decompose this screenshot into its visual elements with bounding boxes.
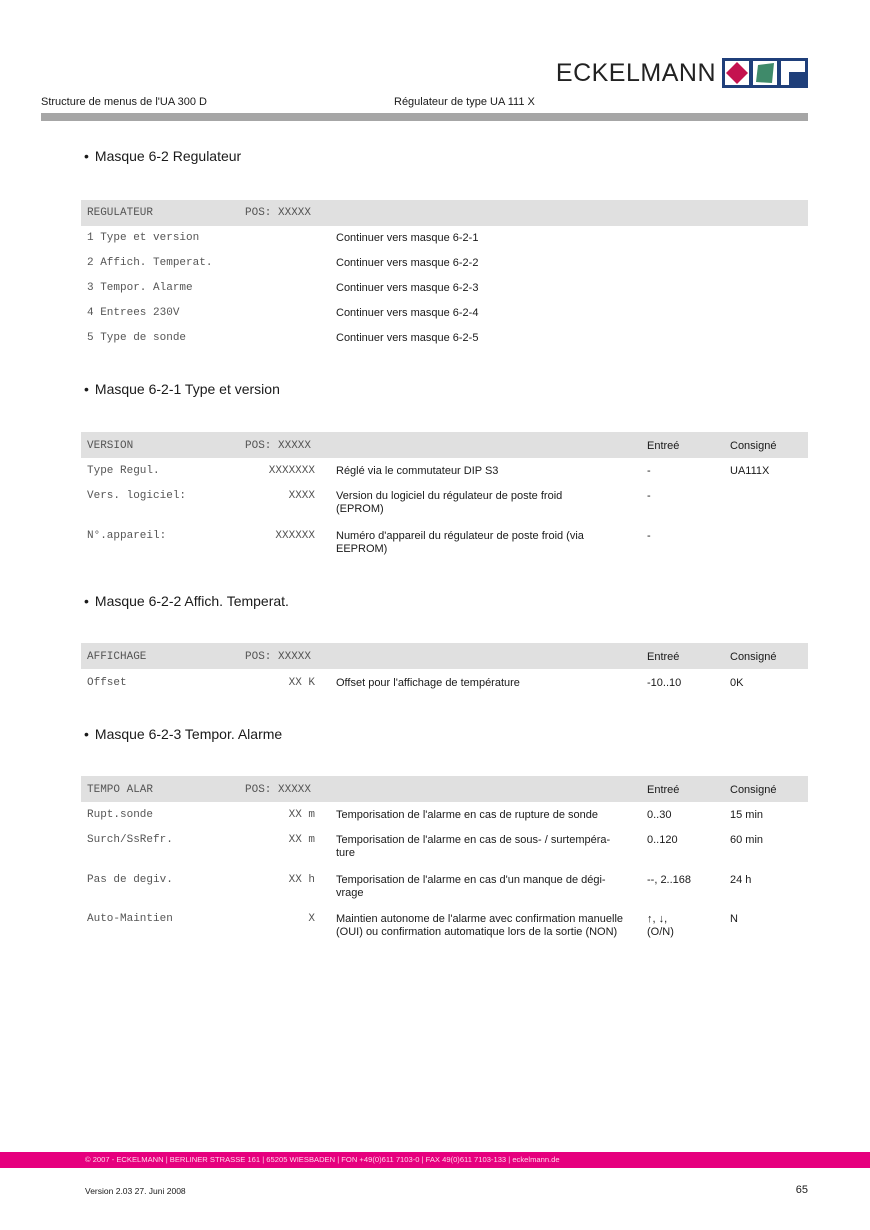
mask-pos: POS: XXXXX [245, 651, 312, 663]
menu-desc: Continuer vers masque 6-2-3 [336, 282, 479, 294]
param-label: Pas de degiv. [87, 874, 173, 886]
menu-item: 2 Affich. Temperat. [87, 257, 213, 269]
param-label: Rupt.sonde [87, 809, 154, 821]
logo-text: ECKELMANN [555, 58, 716, 87]
param-desc: Temporisation de l'alarme en cas d'un manque de dégi- vrage [336, 874, 606, 899]
section-title: • Masque 6-2-1 Type et version [84, 381, 280, 397]
param-entree: --, 2..168 [647, 874, 692, 886]
menu-item: 3 Tempor. Alarme [87, 282, 193, 294]
col-consigne: Consigné [730, 440, 777, 452]
param-entree: - [647, 490, 651, 502]
mask-header-bar [81, 200, 808, 226]
param-desc: Temporisation de l'alarme en cas de sous- / surtempéra- ture [336, 834, 611, 859]
param-label: N°.appareil: [87, 530, 167, 542]
param-entree: - [647, 530, 651, 542]
menu-desc: Continuer vers masque 6-2-5 [336, 332, 479, 344]
header-left: Structure de menus de l'UA 300 D [41, 96, 207, 108]
param-entree: 0..120 [647, 834, 678, 846]
param-value: XX h [288, 874, 315, 886]
section-title: • Masque 6-2 Regulateur [84, 148, 242, 164]
section-title: • Masque 6-2-3 Tempor. Alarme [84, 726, 283, 742]
col-consigne: Consigné [730, 651, 777, 663]
header-middle: Régulateur de type UA 111 X [394, 96, 535, 108]
param-desc: Version du logiciel du régulateur de poste froid (EPROM) [336, 490, 563, 515]
menu-item: 4 Entrees 230V [87, 307, 180, 319]
header-divider [41, 113, 808, 121]
eckelmann-logo [556, 58, 808, 88]
col-entree: Entreé [647, 651, 680, 663]
param-desc: Réglé via le commutateur DIP S3 [336, 465, 499, 477]
param-consigne: 60 min [730, 834, 764, 846]
menu-item: 5 Type de sonde [87, 332, 187, 344]
mask-header-bar [81, 643, 808, 669]
param-entree: 0..30 [647, 809, 672, 821]
param-label: Auto-Maintien [87, 913, 173, 925]
mask-header-bar [81, 432, 808, 458]
param-value: XXXXXX [275, 530, 315, 542]
mask-name: TEMPO ALAR [87, 784, 154, 796]
logo-squares-icon [722, 58, 808, 88]
param-label: Vers. logiciel: [87, 490, 187, 502]
param-label: Type Regul. [87, 465, 160, 477]
param-entree: -10..10 [647, 677, 682, 689]
version-date: Version 2.03 27. Juni 2008 [85, 1186, 186, 1196]
param-consigne: 24 h [730, 874, 752, 886]
mask-pos: POS: XXXXX [245, 207, 312, 219]
param-value: XX m [288, 834, 315, 846]
param-consigne: 15 min [730, 809, 764, 821]
param-consigne: 0K [730, 677, 744, 689]
footer-text: © 2007 - ECKELMANN | BERLINER STRASSE 161 | 65205 WIESBADEN | FON +49(0)611 7103-0 | FAX 49(0)611 7103-133 | eckelmann.de [85, 1155, 560, 1164]
col-entree: Entreé [647, 440, 680, 452]
param-desc: Temporisation de l'alarme en cas de rupture de sonde [336, 809, 598, 821]
param-label: Offset [87, 677, 127, 689]
param-value: X [308, 913, 315, 925]
mask-name: AFFICHAGE [87, 651, 147, 663]
menu-desc: Continuer vers masque 6-2-1 [336, 232, 479, 244]
mask-pos: POS: XXXXX [245, 784, 312, 796]
param-value: XX K [288, 677, 315, 689]
col-consigne: Consigné [730, 784, 777, 796]
page-number: 65 [795, 1184, 808, 1196]
col-entree: Entreé [647, 784, 680, 796]
menu-desc: Continuer vers masque 6-2-4 [336, 307, 479, 319]
param-value: XXXXXXX [268, 465, 315, 477]
mask-name: REGULATEUR [87, 207, 154, 219]
param-desc: Maintien autonome de l'alarme avec confirmation manuelle (OUI) ou confirmation automatique lors de la sortie (NON) [336, 913, 624, 938]
param-consigne: N [730, 913, 738, 925]
param-consigne: UA111X [730, 465, 770, 477]
mask-header-bar [81, 776, 808, 802]
mask-pos: POS: XXXXX [245, 440, 312, 452]
param-desc: Numéro d'appareil du régulateur de poste froid (via EEPROM) [336, 530, 584, 555]
section-title: • Masque 6-2-2 Affich. Temperat. [84, 593, 289, 609]
param-value: XXXX [288, 490, 315, 502]
param-entree: ↑, ↓, (O/N) [647, 913, 674, 938]
menu-item: 1 Type et version [87, 232, 200, 244]
param-entree: - [647, 465, 651, 477]
param-label: Surch/SsRefr. [87, 834, 173, 846]
param-value: XX m [288, 809, 315, 821]
mask-name: VERSION [87, 440, 134, 452]
menu-desc: Continuer vers masque 6-2-2 [336, 257, 479, 269]
param-desc: Offset pour l'affichage de température [336, 677, 520, 689]
